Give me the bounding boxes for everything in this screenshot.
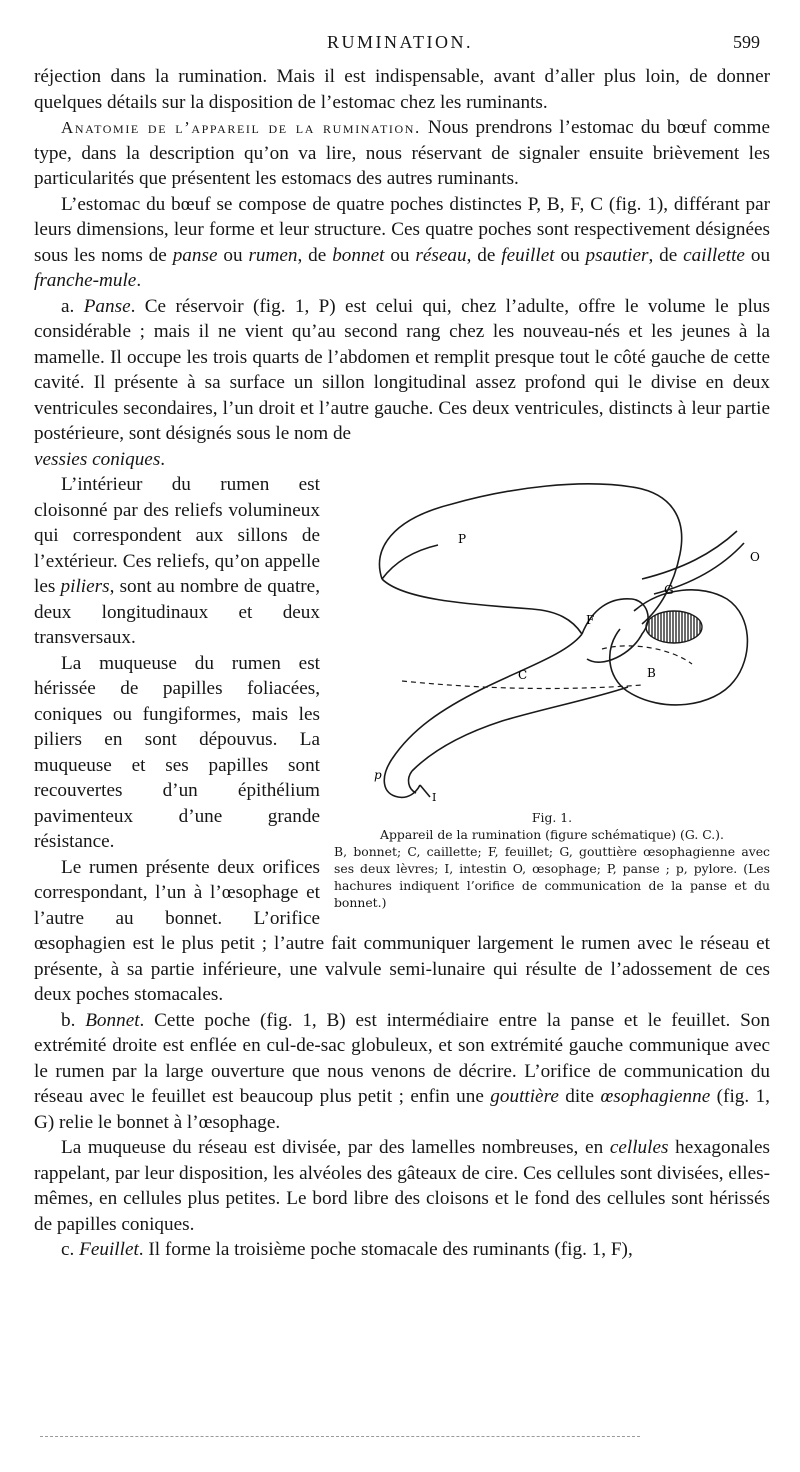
paragraph-2-text: Nous prendrons l’estomac du bœuf comme type, dans la description qu’on va lire, nous réservant de signaler ensuite brièvement les particularités que présentent les estomacs des autres ruminants.: [34, 117, 770, 189]
paragraph-2: [34, 115, 770, 192]
text-run: . Cette poche (fig. 1, B) est intermédiaire entre la panse et le feuillet. Son extrémité droite est enflée en cul-de-sac globuleux, et son extrémité gauche communique avec le rumen par la large ouverture que nous venons de décrire. L’orifice de communication du réseau avec le feuillet est beaucoup plus petit ; enfin une: [34, 1009, 770, 1107]
caillette-outline: [392, 634, 582, 759]
label-p-lower: p: [374, 767, 382, 782]
term-feuillet: feuillet: [501, 244, 555, 266]
rumination-diagram: [342, 459, 762, 804]
label-p-upper: P: [458, 531, 467, 546]
figure-1: [334, 451, 770, 921]
text-run: dite: [558, 1086, 601, 1107]
text-run: . Il forme la troisième poche stomacale des ruminants (fig. 1, F),: [138, 1239, 633, 1260]
hatched-orifice: [646, 611, 702, 643]
figure-number: Fig. 1.: [531, 809, 573, 825]
paragraph-10: [34, 1237, 770, 1263]
term-rumen: rumen: [248, 244, 298, 266]
text-run: L’estomac du bœuf se compose de quatre poches distinctes P, B, F, C (fig. 1), différant par leurs dimensions, leur forme et leur structure. Ces quatre poches sont respectivement désignées sous les noms de: [34, 193, 770, 266]
text-run: , de: [648, 244, 684, 266]
term-franche-mule: franche-mule: [34, 270, 137, 291]
term-gouttiere: gouttière: [490, 1086, 559, 1107]
running-head: [0, 32, 800, 56]
text-run: ou: [744, 244, 771, 266]
intestine-line: [420, 785, 430, 797]
text-run: La muqueuse du réseau est divisée, par des lamelles nombreuses, en: [61, 1137, 610, 1158]
paragraph-3: [34, 192, 770, 294]
text-run: ou: [384, 244, 416, 266]
dashed-boundary-bonnet: [602, 645, 692, 663]
label-c: C: [518, 667, 528, 682]
term-caillette: caillette: [683, 244, 745, 266]
paragraph-1-text: réjection dans la rumination. Mais il est indispensable, avant d’aller plus loin, de donner quelques détails sur la disposition de l’estomac chez les ruminants.: [34, 66, 770, 113]
text-run: hexagonales rappelant, par leur disposition, les alvéoles des gâteaux de cire. Ces cellules sont divisées, elles-mêmes, en cellules plus petites. Le bord libre des cloisons et le fond des cellules sont hérissés de papilles coniques.: [34, 1137, 770, 1235]
term-psautier: psautier: [585, 244, 649, 266]
item-label-b: b.: [61, 1009, 86, 1031]
bonnet-outline: [610, 589, 748, 704]
term-feuillet-heading: Feuillet: [79, 1239, 139, 1260]
text-run: .: [136, 270, 142, 291]
panse-inner-curve: [382, 545, 438, 579]
item-label-a: a.: [61, 295, 84, 317]
paragraph-7-text: Le rumen présente deux orifices correspondant, l’un à l’œsophage et l’autre au bonnet. L’orifice œsophagien est le plus petit ; l’autre fait communiquer largement le rumen avec le réseau et présente, à sa partie inférieure, une valvule semi-lunaire qui résulte de l’adossement de ces deux poches stomacales.: [34, 856, 770, 1005]
label-b: B: [647, 665, 656, 680]
figure-title: Appareil de la rumination (figure schématique) (G. C.).: [380, 826, 724, 842]
label-f: F: [586, 612, 595, 627]
term-reseau: réseau: [415, 244, 467, 266]
dashed-boundary-lower: [402, 681, 642, 688]
term-oesophagienne: œsophagienne: [600, 1086, 711, 1107]
term-cellules: cellules: [609, 1137, 669, 1158]
running-title: RUMINATION.: [327, 32, 473, 52]
text-run: ou: [217, 244, 249, 266]
paragraph-6-text: La muqueuse du rumen est hérissée de papilles foliacées, coniques ou fungiformes, mais les piliers en sont dépouvus. La muqueuse et ses papilles sont recouvertes d’un épithélium pavimenteux d’une grande résistance.: [34, 652, 320, 852]
term-piliers: piliers: [60, 576, 110, 597]
label-o: O: [750, 549, 760, 564]
text-run: . Ce réservoir (fig. 1, P) est celui qui, chez l’adulte, offre le volume le plus considérable ; mais il ne vient qu’au second rang chez les nouveau-nés et les jeunes à la mamelle. Il occupe les trois quarts de l’abdomen et remplit presque tout le côté gauche de cette cavité. Il présente à sa surface un sillon longitudinal assez profond qui le divise en deux ventricules secondaires, l’un droit et l’autre gauche. Ces deux ventricules, distincts à leur partie postérieure, sont désignés sous le nom de: [34, 295, 770, 444]
text-run: L’intérieur du rumen est cloisonné par des reliefs volumineux qui correspondent aux sillons de l’extérieur. Ces reliefs, qu’on appelle les: [34, 474, 320, 597]
intestine-curve: [409, 771, 416, 793]
figure-caption: [334, 809, 770, 911]
text-run: , de: [466, 244, 502, 266]
figure-legend: B, bonnet; C, caillette; F, feuillet; G, gouttière œsophagienne avec ses deux lèvres; I, intestin O, œsophage; P, panse ; p, pylore. (Les hachures indiquent l’orifice de communication de la panse et du bonnet.): [334, 843, 770, 910]
text-run: , sont au nombre de quatre, deux longitudinaux et deux transversaux.: [34, 576, 320, 648]
term-vessies-coniques: vessies coniques: [34, 448, 161, 470]
label-i: I: [432, 790, 437, 804]
section-heading-anatomie: Anatomie de l’appareil de la rumination.: [61, 118, 421, 137]
label-g: G: [664, 582, 674, 597]
text-run: , de: [297, 244, 333, 266]
body-text: [34, 64, 770, 1263]
term-bonnet-heading: Bonnet: [85, 1009, 140, 1031]
panse-outline: [380, 483, 682, 623]
term-panse-heading: Panse: [83, 295, 131, 317]
page-number: 599: [733, 32, 760, 52]
text-run: ou: [554, 244, 586, 266]
paragraph-8: [34, 1008, 770, 1136]
text-run: .: [160, 448, 166, 470]
term-panse: panse: [172, 244, 218, 266]
text-run: (fig. 1, G) relie le bonnet à l’œsophage.: [34, 1086, 770, 1133]
item-label-c: c.: [61, 1239, 80, 1260]
term-bonnet: bonnet: [332, 244, 385, 266]
footer-rule: [40, 1436, 640, 1437]
paragraph-9: [34, 1135, 770, 1237]
paragraph-1: [34, 64, 770, 115]
caillette-lower: [412, 687, 628, 771]
oesophagus-upper: [642, 531, 737, 579]
paragraph-4: [34, 294, 770, 447]
panse-lower-outline: [382, 579, 582, 634]
